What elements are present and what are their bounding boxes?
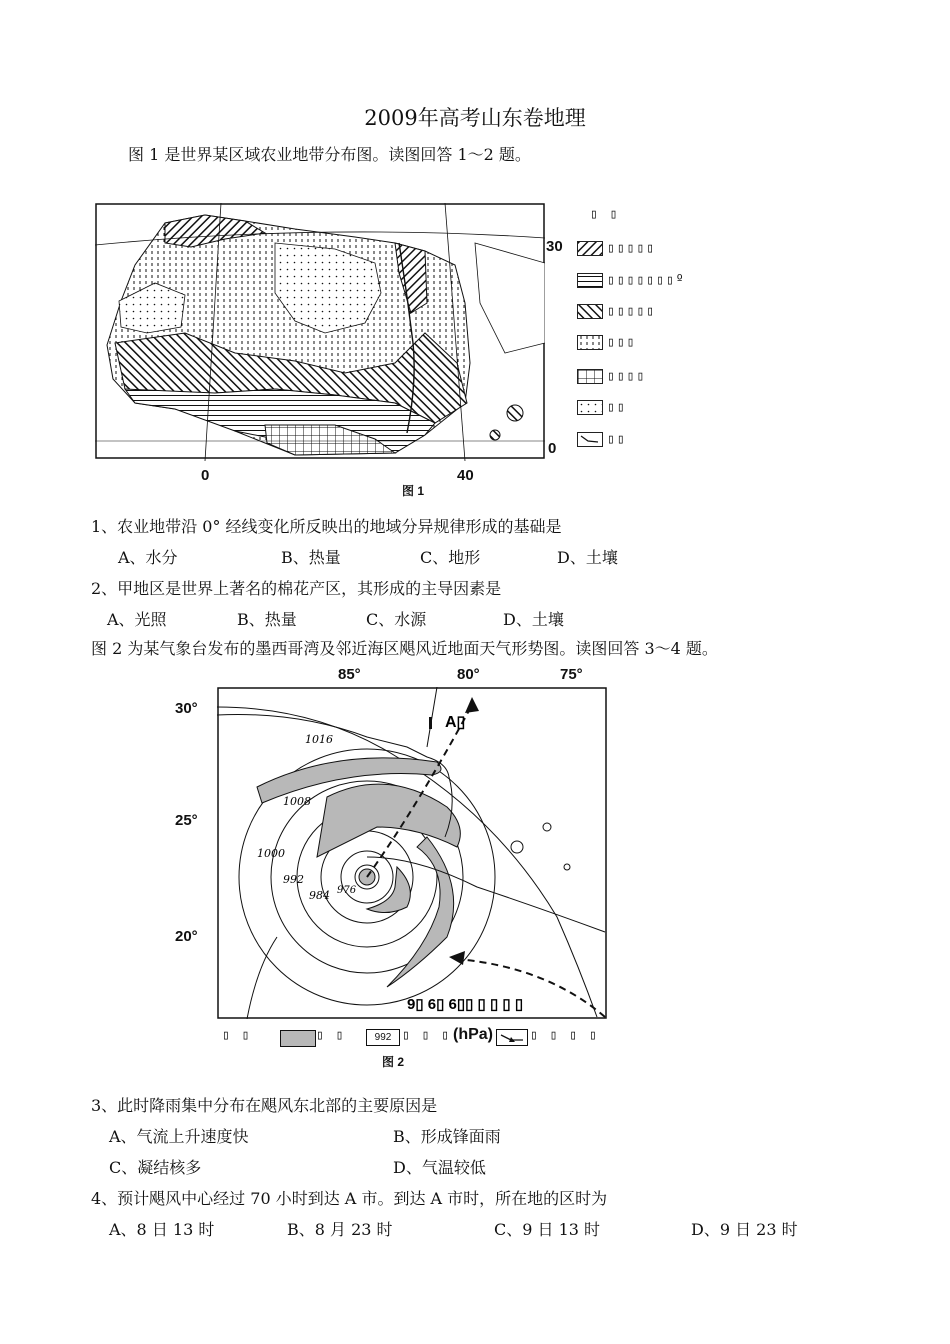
fig1-caption: 图 1 xyxy=(402,484,425,498)
isobar-label-984: 984 xyxy=(309,889,330,902)
intro-figure1: 图 1 是世界某区域农业地带分布图。读图回答 1～2 题。 xyxy=(128,145,531,164)
fig2-lon-75: 75° xyxy=(560,666,583,683)
q4-option-a: A、8 日 13 时 xyxy=(109,1220,215,1239)
q1-option-b: B、热量 xyxy=(281,548,341,567)
legend-label: ▯▯▯▯▯ xyxy=(607,303,657,319)
legend-label: ▯▯ xyxy=(607,431,627,447)
q3-option-c: C、凝结核多 xyxy=(109,1158,202,1177)
river-icon xyxy=(577,432,603,447)
question-1: 1、农业地带沿 0° 经线变化所反映出的地域分异规律形成的基础是 xyxy=(91,517,562,536)
isobar-label-1000: 1000 xyxy=(257,847,285,860)
q2-option-b: B、热量 xyxy=(237,610,297,629)
question-4: 4、预计飓风中心经过 70 小时到达 A 市。到达 A 市时，所在地的区时为 xyxy=(91,1189,608,1208)
isobar-label-1008: 1008 xyxy=(283,795,311,808)
q3-option-d: D、气温较低 xyxy=(393,1158,486,1177)
fig2-lat-30: 30° xyxy=(175,700,198,717)
legend-label: ▯▯▯▯ xyxy=(607,368,647,384)
fig2-legend-left: ▯ ▯ xyxy=(222,1028,252,1043)
legend-item xyxy=(577,239,656,257)
fig2-legend-item: ▯ ▯ ▯ ▯ xyxy=(530,1028,599,1043)
question-2: 2、甲地区是世界上著名的棉花产区，其形成的主导因素是 xyxy=(91,579,502,598)
legend-swatch-dots xyxy=(577,400,603,415)
fig2-lat-20: 20° xyxy=(175,928,198,945)
legend-label: ▯▯▯▯▯▯▯º xyxy=(607,272,686,288)
fig1-lon-40: 40 xyxy=(457,467,474,484)
q2-option-d: D、土壤 xyxy=(503,610,564,629)
isobar-legend-swatch: 992 xyxy=(366,1029,400,1046)
fig2-lat-25: 25° xyxy=(175,812,198,829)
legend-swatch-horizontal-lines xyxy=(577,273,603,288)
q4-option-b: B、8 月 23 时 xyxy=(287,1220,393,1239)
isobar-label-1016: 1016 xyxy=(305,733,333,746)
fig2-lon-85: 85° xyxy=(338,666,361,683)
legend-label: ▯▯ xyxy=(607,399,627,415)
fig2-legend-item: ▯ ▯ ▯ xyxy=(402,1028,452,1043)
fig1-legend-header: ▯ ▯ xyxy=(590,207,620,222)
fig2-lon-80: 80° xyxy=(457,666,480,683)
q3-option-b: B、形成锋面雨 xyxy=(393,1127,501,1146)
q2-option-a: A、光照 xyxy=(107,610,167,629)
legend-swatch-forward-diagonal xyxy=(577,241,603,256)
track-arrow-swatch xyxy=(496,1029,528,1046)
legend-item xyxy=(577,333,636,351)
legend-label: ▯▯▯ xyxy=(607,334,637,350)
legend-item xyxy=(577,398,627,416)
legend-swatch-grid xyxy=(577,369,603,384)
date-note: 9▯ 6▯ 6▯▯ ▯ ▯ ▯ ▯ xyxy=(407,996,524,1013)
q2-option-c: C、水源 xyxy=(366,610,427,629)
fig1-lon-0: 0 xyxy=(201,467,210,484)
figure1-map xyxy=(95,203,545,461)
q4-option-c: C、9 日 13 时 xyxy=(494,1220,601,1239)
legend-swatch-back-diagonal xyxy=(577,304,603,319)
isobar-label-992: 992 xyxy=(283,873,304,886)
hpa-label: (hPa) xyxy=(453,1026,493,1043)
question-3: 3、此时降雨集中分布在飓风东北部的主要原因是 xyxy=(91,1096,438,1115)
rain-area-swatch xyxy=(280,1030,316,1047)
city-a-label: A▯ xyxy=(445,714,466,731)
page-title: 2009年高考山东卷地理 xyxy=(364,106,586,130)
q1-option-d: D、土壤 xyxy=(557,548,618,567)
fig2-caption: 图 2 xyxy=(382,1055,405,1069)
q4-option-d: D、9 日 23 时 xyxy=(691,1220,798,1239)
fig1-lat-0: 0 xyxy=(548,440,557,457)
isobar-label-976: 976 xyxy=(337,885,357,896)
q1-option-c: C、地形 xyxy=(420,548,481,567)
fig2-legend-item: ▯ ▯ xyxy=(316,1028,346,1043)
legend-item xyxy=(577,430,627,448)
legend-item xyxy=(577,302,656,320)
legend-label: ▯▯▯▯▯ xyxy=(607,240,657,256)
fig1-lat-30: 30 xyxy=(546,238,563,255)
legend-item xyxy=(577,271,686,289)
q3-option-a: A、气流上升速度快 xyxy=(109,1127,249,1146)
legend-swatch-vertical-dash xyxy=(577,335,603,350)
figure2-weather-map xyxy=(217,687,607,1019)
q1-option-a: A、水分 xyxy=(118,548,178,567)
intro-figure2: 图 2 为某气象台发布的墨西哥湾及邻近海区飓风近地面天气形势图。读图回答 3～4 题。 xyxy=(91,639,718,658)
legend-item xyxy=(577,367,646,385)
